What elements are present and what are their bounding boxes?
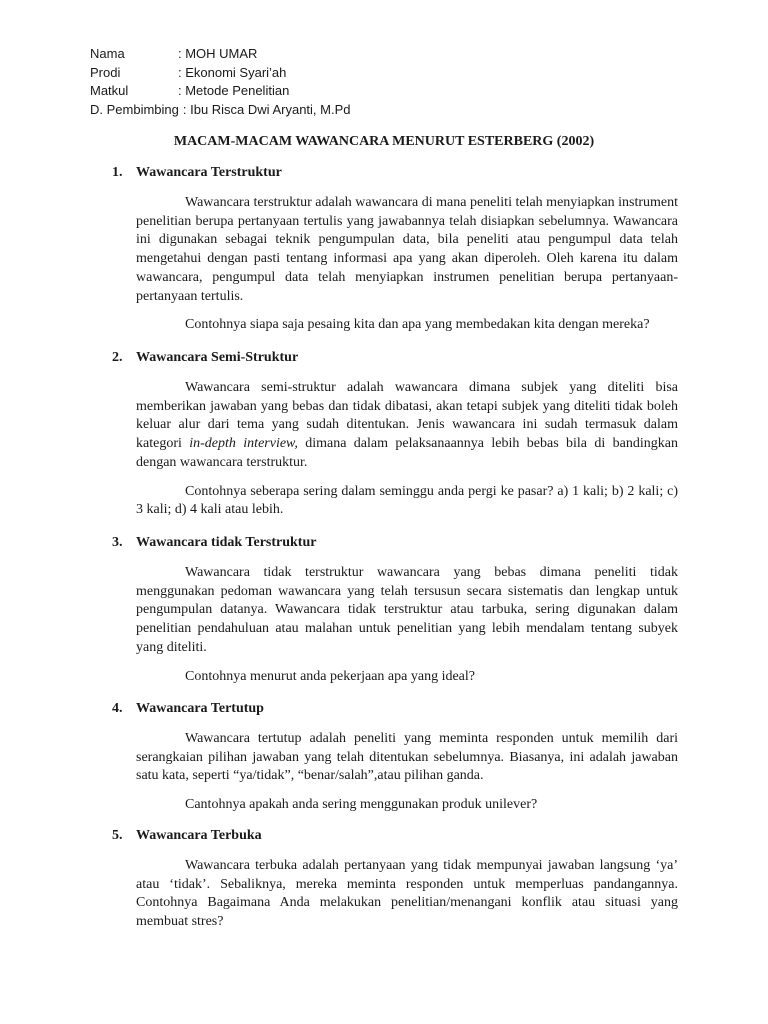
paragraph-text: dimana dalam pelaksanaannya lebih bebas bila di bandingkan dengan wawancara terstruktur. [136, 436, 678, 470]
section-title: Wawancara Terbuka [136, 828, 262, 843]
header-row-nama [90, 45, 351, 64]
section-heading [112, 164, 678, 182]
header-value: : MOH UMAR [178, 46, 258, 61]
header-value: : Ibu Risca Dwi Aryanti, M.Pd [182, 101, 351, 117]
section-example: Contohnya siapa saja pesaing kita dan apa yang membedakan kita dengan mereka? [185, 317, 650, 333]
section-heading [112, 827, 678, 845]
section-number: 2. [112, 350, 123, 365]
section-title: Wawancara Terstruktur [136, 165, 282, 180]
header-value: : Ekonomi Syari’ah [178, 64, 287, 80]
section-example: Contohnya menurut anda pekerjaan apa yang ideal? [185, 668, 475, 684]
section-example: Cantohnya apakah anda sering menggunakan produk unilever? [185, 797, 538, 813]
section-number: 3. [112, 535, 123, 550]
header-label: Matkul [90, 83, 129, 98]
section-wawancara-terstruktur [112, 164, 678, 335]
section-title: Wawancara tidak Terstruktur [136, 535, 317, 550]
section-paragraph: Wawancara terstruktur adalah wawancara di mana peneliti telah menyiapkan instrument penelitian berupa pertanyaan tertulis yang jawabannya telah disiapkan sebelumnya. Wawancara ini digunakan sebagai teknik pengumpulan data, bila peneliti atau pengumpul data telah mengetahui dengan pasti tentang informasi apa yang akan diperoleh. Oleh karena itu dalam wawancara, pengumpul data telah menyiapkan instrumen penelitian berupa pertanyaan-pertanyaan tertulis. [136, 195, 678, 304]
section-paragraph: Wawancara terbuka adalah pertanyaan yang tidak mempunyai jawaban langsung ‘ya’ atau ‘tidak’. Sebaliknya, mereka meminta responden untuk memperluas pandangannya. Contohnya Bagaimana Anda melakukan penelitian/menangani konflik atau situasi yang membuat stres? [136, 858, 678, 930]
section-title: Wawancara Semi-Struktur [136, 350, 299, 365]
section-number: 1. [112, 165, 123, 180]
header-label: D. Pembimbing [90, 101, 179, 117]
section-wawancara-tidak-terstruktur [112, 534, 678, 686]
section-paragraph [136, 379, 678, 473]
section-heading [112, 349, 678, 367]
paragraph-italic-term: in-depth interview, [189, 436, 298, 452]
header-row-matkul [90, 82, 351, 101]
header-row-pembimbing [90, 101, 351, 120]
section-paragraph: Wawancara tidak terstruktur wawancara yang bebas dimana peneliti tidak menggunakan pedoman wawancara yang telah tersusun secara sistematis dan lengkap untuk pengumpulan datanya. Wawancara tidak terstruktur atau tarbuka, sering digunakan dalam penelitian pendahuluan atau malahan untuk penelitian yang lebih mendalam tentang subyek yang diteliti. [136, 565, 678, 655]
paragraph-text: Wawancara semi-struktur adalah wawancara dimana subjek yang diteliti bisa memberikan jawaban yang bebas dan tidak dibatasi, akan tetapi subjek yang diteliti tidak boleh keluar alur dari tema yang sudah ditentukan. Jenis wawancara ini sudah termasuk dalam kategori [136, 380, 678, 452]
header-label: Prodi [90, 64, 121, 80]
section-heading [112, 700, 678, 718]
section-wawancara-semi-struktur [112, 349, 678, 520]
section-title: Wawancara Tertutup [136, 701, 264, 716]
header-row-prodi [90, 64, 351, 83]
section-number: 4. [112, 701, 123, 716]
section-wawancara-terbuka [112, 827, 678, 932]
section-wawancara-tertutup [112, 700, 678, 815]
section-example: Contohnya seberapa sering dalam seminggu anda pergi ke pasar? a) 1 kali; b) 2 kali; c) 3 kali; d) 4 kali atau lebih. [136, 483, 678, 518]
document-title: MACAM-MACAM WAWANCARA MENURUT ESTERBERG (2002) [173, 134, 595, 149]
section-heading [112, 534, 678, 552]
header-label: Nama [90, 46, 125, 61]
header-info [90, 45, 351, 119]
header-value: : Metode Penelitian [178, 83, 290, 98]
section-paragraph: Wawancara tertutup adalah peneliti yang meminta responden untuk memilih dari serangkaian pilihan jawaban yang telah ditentukan sebelumnya. Biasanya, ini adalah jawaban satu kata, seperti “ya/tidak”, “benar/salah”,atau pilihan ganda. [136, 731, 678, 784]
section-number: 5. [112, 828, 123, 843]
